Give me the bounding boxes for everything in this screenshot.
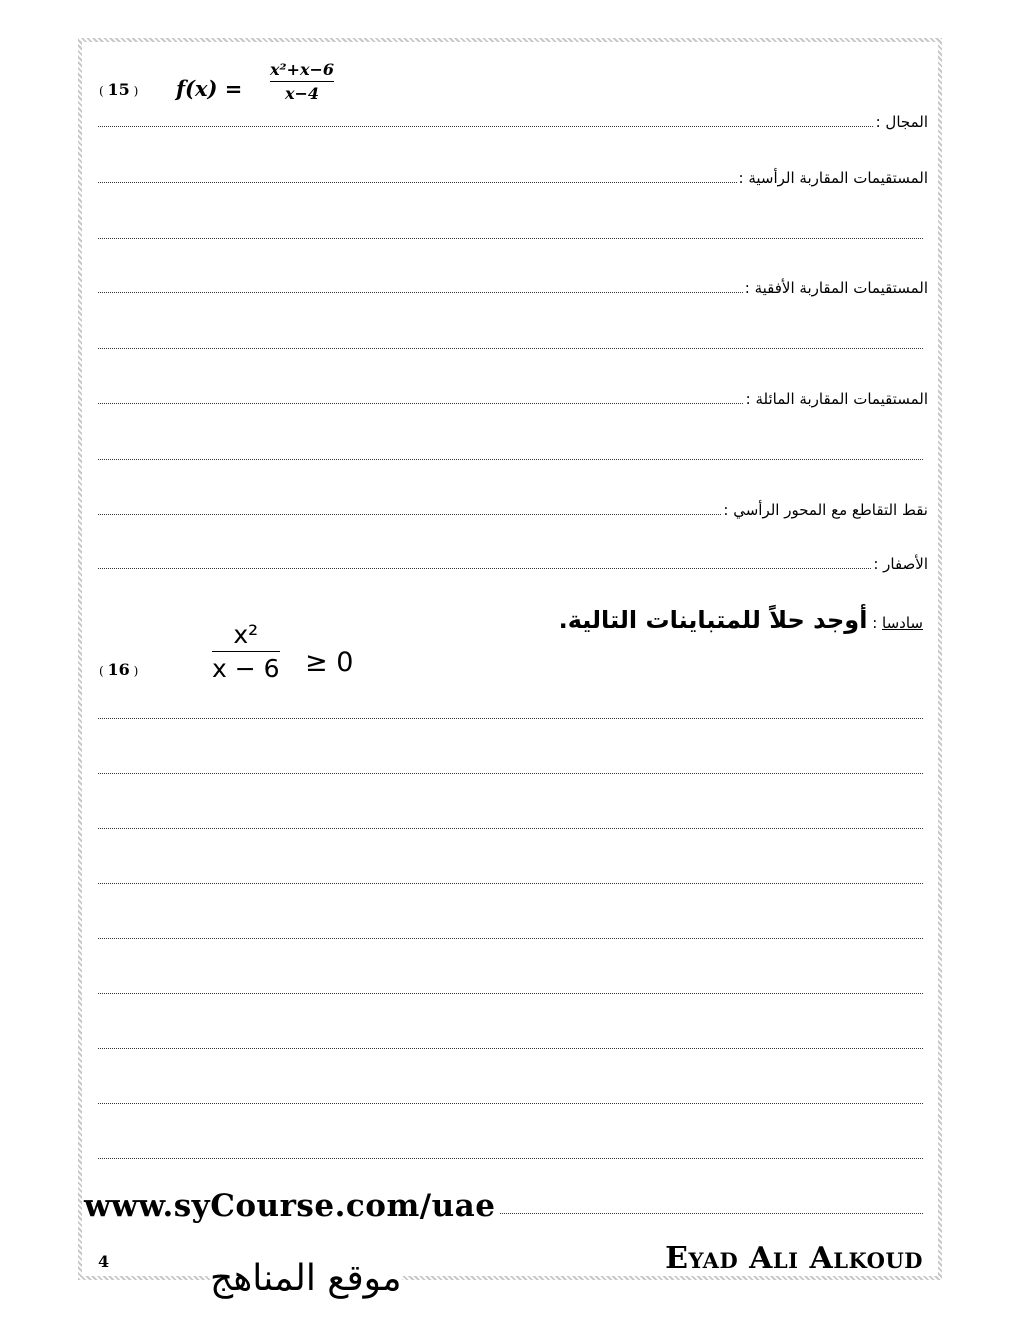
answer-line[interactable]	[98, 126, 923, 127]
author-name: Eyad Ali Alkoud	[665, 1241, 923, 1276]
answer-line[interactable]	[98, 238, 923, 239]
q16-relation: ≥ 0	[305, 647, 354, 678]
answer-line[interactable]	[98, 348, 923, 349]
label-zeros: الأصفار :	[873, 555, 928, 573]
page-border	[78, 38, 942, 1280]
answer-line[interactable]	[98, 459, 923, 460]
q15-fraction	[270, 60, 334, 103]
q15-denominator: x−4	[284, 84, 320, 103]
q15-function-lhs: f(x) =	[176, 76, 243, 101]
label-horizontal-asymptotes: المستقيمات المقاربة الأفقية :	[744, 279, 928, 297]
answer-line[interactable]	[98, 568, 923, 569]
page-number: 4	[98, 1252, 110, 1271]
q15-numerator: x²+x−6	[270, 60, 335, 79]
answer-line[interactable]	[98, 828, 923, 829]
q15-fraction-bar	[270, 81, 334, 82]
section-separator: :	[867, 614, 883, 632]
section-prefix: سادسا	[882, 614, 923, 632]
question-16-number: ( 16 )	[99, 660, 139, 679]
question-15-number: ( 15 )	[99, 80, 139, 99]
q16-denominator: x − 6	[212, 654, 280, 683]
q16-fraction	[212, 620, 280, 683]
answer-line[interactable]	[98, 993, 923, 994]
answer-line[interactable]	[98, 773, 923, 774]
answer-line[interactable]	[98, 1103, 923, 1104]
section-heading	[555, 606, 923, 634]
q16-numerator: x²	[233, 620, 259, 649]
answer-line[interactable]	[98, 1048, 923, 1049]
answer-line[interactable]	[98, 938, 923, 939]
site-name-arabic: موقع المناهج	[210, 1258, 402, 1299]
answer-line[interactable]	[98, 718, 923, 719]
label-y-intercept: نقط التقاطع مع المحور الرأسي :	[723, 501, 928, 519]
section-title: أوجد حلاً للمتباينات التالية.	[558, 606, 868, 634]
label-vertical-asymptotes: المستقيمات المقاربة الرأسية :	[738, 169, 928, 187]
q16-fraction-bar	[212, 651, 280, 652]
answer-line[interactable]	[98, 1158, 923, 1159]
label-domain: المجال :	[875, 113, 928, 131]
label-oblique-asymptotes: المستقيمات المقاربة المائلة :	[745, 390, 928, 408]
website-url: www.syCourse.com/uae	[84, 1188, 499, 1224]
answer-line[interactable]	[98, 883, 923, 884]
